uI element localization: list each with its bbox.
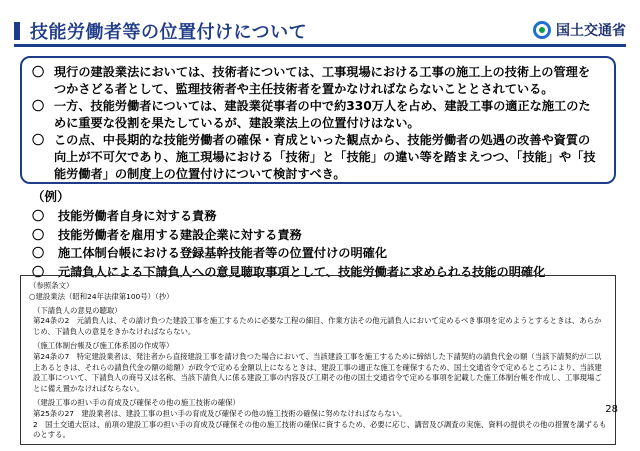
- bullet-circle-icon: 〇: [32, 99, 45, 113]
- paragraph-text: この点、中長期的な技能労働者の確保・育成といった観点から、技能労働者の処遇の改善や資質の向上が不可欠であり、施工現場における「技術」と「技能」の違い等を踏まえつつ、「技能」や「技能労働者」の制度上の位置付けについて検討すべき。: [54, 133, 596, 181]
- summary-paragraph: [32, 132, 602, 183]
- reference-box: [20, 275, 616, 445]
- article-text: 第25条の27 建設業者は、建設工事の担い手の育成及び確保その他の施工技術の確保に努めなければならない。: [33, 408, 407, 418]
- example-text: 施工体制台帳における登録基幹技能者等の位置付けの明確化: [58, 246, 388, 260]
- summary-box: [20, 56, 616, 184]
- title-underline: [14, 44, 626, 47]
- summary-paragraph: [32, 98, 602, 132]
- bullet-circle-icon: 〇: [32, 246, 45, 260]
- examples-title: （例）: [32, 189, 70, 204]
- example-text: 元請負人による下請負人への意見聴取事項として、技能労働者に求められる技能の明確化: [58, 264, 546, 279]
- bullet-circle-icon: 〇: [32, 209, 45, 223]
- example-item: [32, 226, 545, 245]
- page-title: 技能労働者等の位置付けについて: [30, 22, 308, 43]
- bullet-circle-icon: 〇: [32, 264, 45, 279]
- reference-header: （参照条文）: [29, 281, 74, 290]
- summary-paragraph: [32, 64, 602, 98]
- article-text: 第24条の2 元請負人は、その請け負つた建設工事を施工するために必要な工程の細目、作業方法その他元請負人において定めるべき事項を定めようとするときは、あらかじめ、下請負人の意見をきかなければならない。: [33, 316, 602, 337]
- example-text: 技能労働者を雇用する建設企業に対する責務: [58, 227, 302, 242]
- page-number: 28: [605, 404, 618, 415]
- title-marker: [14, 22, 20, 40]
- article-caption: （施工体制台帳及び施工体系図の作成等）: [33, 340, 174, 350]
- mlit-emblem-icon: [533, 21, 551, 39]
- article-caption: （下請負人の意見の聴取）: [33, 305, 122, 315]
- title-bar: [14, 18, 307, 44]
- article-text: 第24条の7 特定建設業者は、発注者から直接建設工事を請け負つた場合において、当該建設工事を施工するために締結した下請契約の請負代金の額（当該下請契約が二以上あるときは、それらの請負代金の額の総額）が政令で定める金額以上になるときは、建設工事の適正な施工を確保するため、国土交通省令で定めるところにより、当該建設工事について、下請負人の商号又は名称、当該下請負人に係る建設工事の内容及び工期その他の国土交通省令で定める事項を記載した施工体制台帳を作成し、工事現場ごとに備え置かなければならない。: [33, 351, 602, 394]
- example-text: 技能労働者自身に対する責務: [58, 209, 217, 223]
- examples-section: [32, 187, 545, 281]
- article-caption: （建設工事の担い手の育成及び確保その他の施工技術の確保）: [33, 397, 240, 407]
- bullet-circle-icon: 〇: [32, 227, 45, 242]
- logo-text: 国土交通省: [556, 23, 626, 39]
- bullet-circle-icon: 〇: [32, 133, 45, 147]
- bullet-circle-icon: 〇: [32, 65, 45, 79]
- example-item: [32, 244, 545, 263]
- paragraph-text: 現行の建設業法においては、技術者については、工事現場における工事の施工上の技術上の管理をつかさどる者として、監理技術者や主任技術者を置かなければならないこととされている。: [54, 65, 591, 96]
- mlit-logo: [533, 20, 626, 40]
- paragraph-text: 一方、技能労働者については、建設業従事者の中で約330万人を占め、建設工事の適正な施工のために重要な役割を果たしているが、建設業法上の位置付けはない。: [54, 99, 591, 130]
- article-text: 2 国土交通大臣は、前項の建設工事の担い手の育成及び確保その他の施工技術の確保に資するため、必要に応じ、講習及び調査の実施、資料の提供その他の措置を講ずるものとする。: [33, 419, 607, 440]
- law-name: ○建設業法（昭和24年法律第100号）（抄）: [29, 291, 174, 301]
- example-item: [32, 207, 545, 226]
